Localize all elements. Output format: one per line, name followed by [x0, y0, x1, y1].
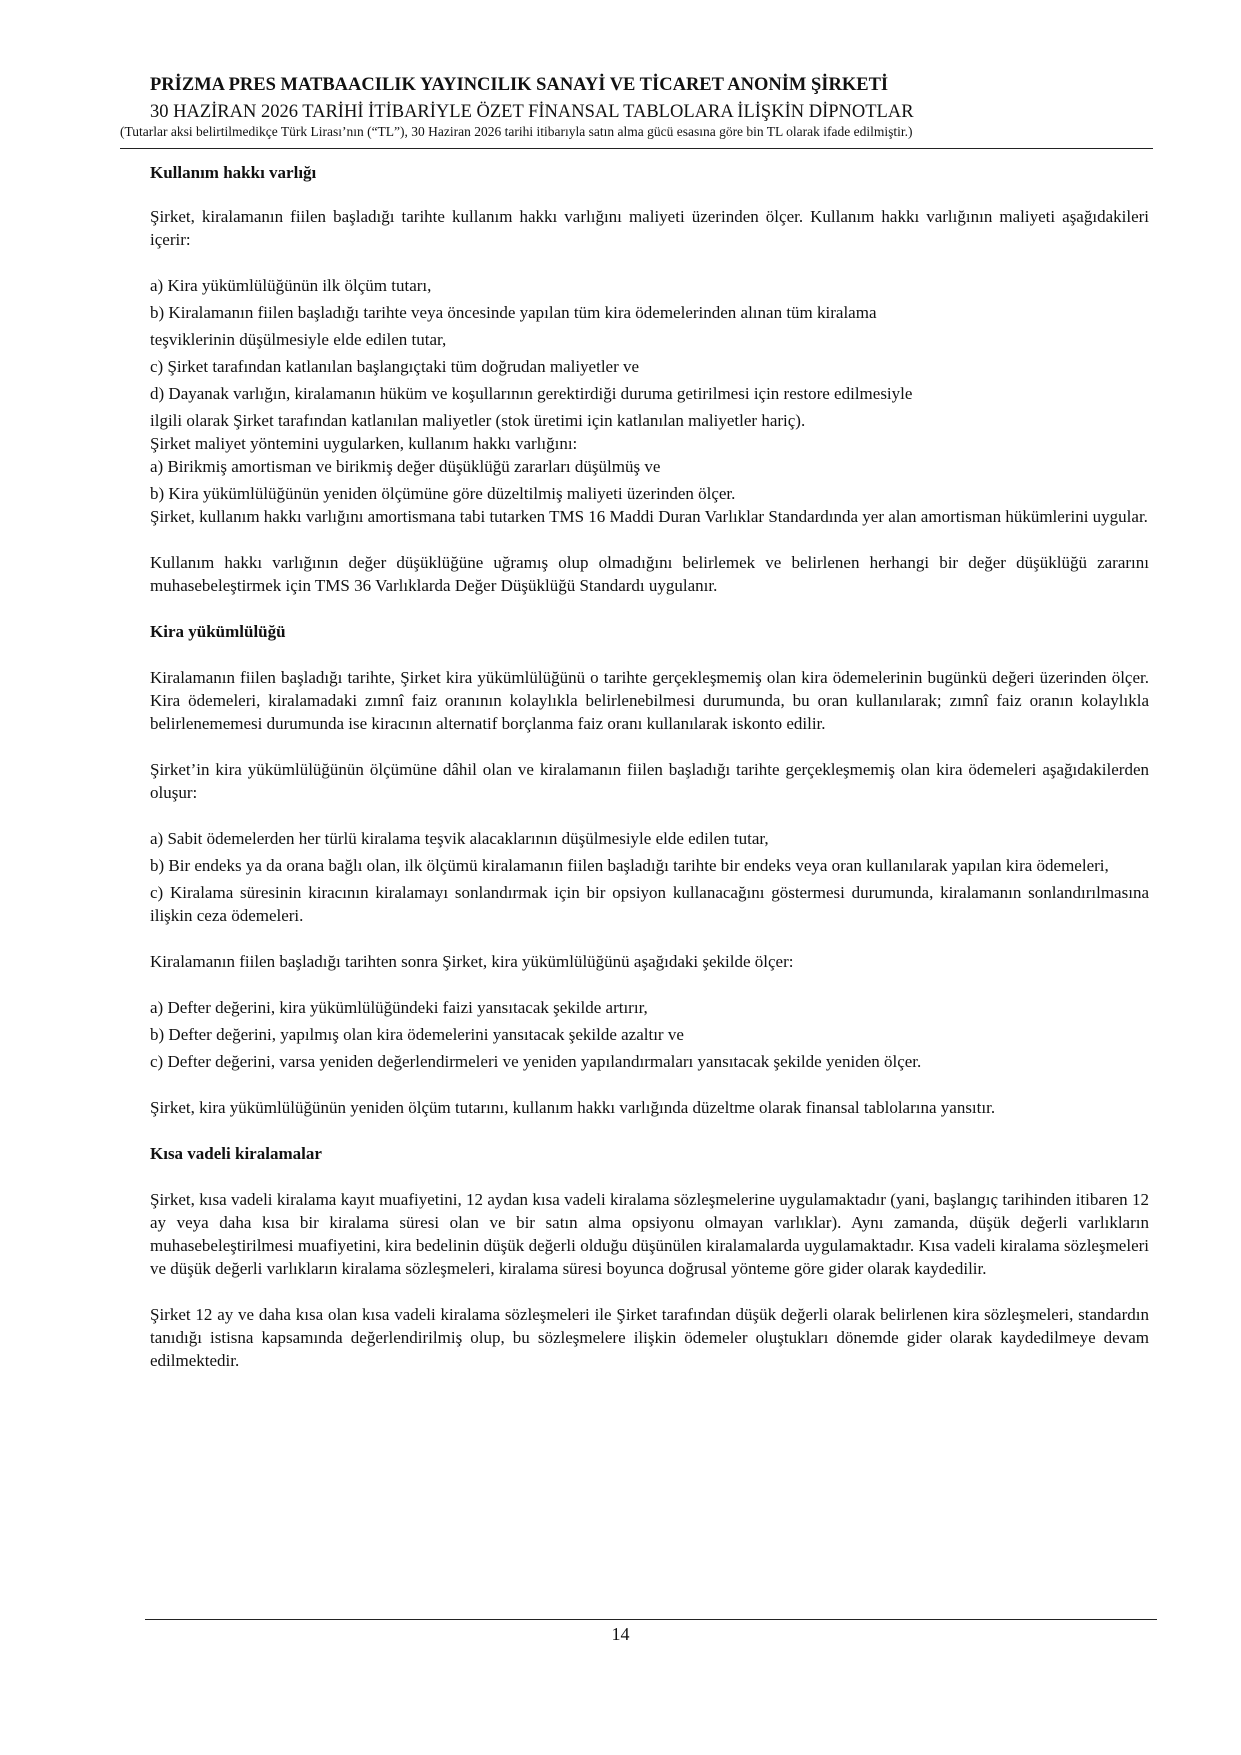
paragraph: Kiralamanın fiilen başladığı tarihte, Şirket kira yükümlülüğünü o tarihte gerçekleşmemiş olan kira ödemelerinin bugünkü değeri üzerinden ölçer. Kira ödemeleri, kiralamadaki zımnî faiz oranının kolaylıkla belirlenebilmesi durumunda, bu oran kullanılarak; zımnî faiz oranın kolaylıkla belirlenememesi durumunda ise kiracının alternatif borçlanma faiz oranı kullanılarak iskonto edilir. [150, 668, 1149, 733]
list-item: b) Bir endeks ya da orana bağlı olan, ilk ölçümü kiralamanın fiilen başladığı tarihte bir endeks veya oran kullanılarak yapılan kira ödemeleri, [150, 856, 1109, 875]
list-item: b) Defter değerini, yapılmış olan kira ödemelerini yansıtacak şekilde azaltır ve [150, 1025, 684, 1044]
document-page [120, 74, 1149, 1370]
list-item: ilgili olarak Şirket tarafından katlanılan maliyetler (stok üretimi için katlanılan maliyetler hariç). [150, 411, 806, 430]
paragraph: Şirket, kısa vadeli kiralama kayıt muafiyetini, 12 aydan kısa vadeli kiralama sözleşmelerine uygulamaktadır (yani, başlangıç tarihinden itibaren 12 ay veya daha kısa bir kiralama süresi olan ve bir satın alma opsiyonu olmayan varlıklar). Aynı zamanda, düşük değerli varlıkların muhasebeleştirilmesi muafiyetini, kira bedelinin düşük değerli olduğu düşünülen kiralamalarda uygulamaktadır. Kısa vadeli kiralama sözleşmeleri ve düşük değerli varlıkların kiralama sözleşmeleri, kiralama süresi boyunca doğrusal yönteme göre gider olarak kaydedilir. [150, 1190, 1149, 1278]
list-item: c) Kiralama süresinin kiracının kiralamayı sonlandırmak için bir opsiyon kullanacağını göstermesi durumunda, kiralamanın sonlandırılmasına ilişkin ceza ödemeleri. [150, 883, 1149, 925]
list-item: a) Birikmiş amortisman ve birikmiş değer düşüklüğü zararları düşülmüş ve [150, 457, 661, 476]
currency-note: (Tutarlar aksi belirtilmedikçe Türk Lirası’nın (“TL”), 30 Haziran 2026 tarihi itibarıyla satın alma gücü esasına göre bin TL olarak ifade edilmiştir.) [120, 124, 913, 139]
list-item: a) Kira yükümlülüğünün ilk ölçüm tutarı, [150, 276, 432, 295]
list-item: b) Kira yükümlülüğünün yeniden ölçümüne göre düzeltilmiş maliyeti üzerinden ölçer. [150, 484, 736, 503]
document-title: 30 HAZİRAN 2026 TARİHİ İTİBARİYLE ÖZET FİNANSAL TABLOLARA İLİŞKİN DİPNOTLAR [150, 102, 914, 122]
list-item: b) Kiralamanın fiilen başladığı tarihte veya öncesinde yapılan tüm kira ödemelerinden alınan tüm kiralama [150, 303, 877, 322]
paragraph: Şirket, kiralamanın fiilen başladığı tarihte kullanım hakkı varlığını maliyeti üzerinden ölçer. Kullanım hakkı varlığının maliyeti aşağıdakileri içerir: [150, 207, 1149, 249]
section-heading-short-term: Kısa vadeli kiralamalar [150, 1144, 322, 1163]
company-name: PRİZMA PRES MATBAACILIK YAYINCILIK SANAYİ VE TİCARET ANONİM ŞİRKETİ [150, 75, 889, 95]
list-item: a) Sabit ödemelerden her türlü kiralama teşvik alacaklarının düşülmesiyle elde edilen tutar, [150, 829, 769, 848]
footer-divider [145, 1619, 1157, 1620]
document-body [150, 161, 1149, 1372]
paragraph: Şirket maliyet yöntemini uygularken, kullanım hakkı varlığını: [150, 434, 578, 453]
paragraph: Şirket 12 ay ve daha kısa olan kısa vadeli kiralama sözleşmeleri ile Şirket tarafından düşük değerli olarak belirlenen kira sözleşmeleri, standardın tanıdığı istisna kapsamında değerlendirilmiş olup, bu sözleşmelere ilişkin ödemeler oluştukları dönemde gider olarak kaydedilmeye devam edilmektedir. [150, 1305, 1149, 1370]
list-item: c) Defter değerini, varsa yeniden değerlendirmeleri ve yeniden yapılandırmaları yansıtacak şekilde yeniden ölçer. [150, 1052, 922, 1071]
section-heading-lease-liability: Kira yükümlülüğü [150, 622, 286, 641]
list-item: teşviklerinin düşülmesiyle elde edilen tutar, [150, 330, 447, 349]
list-item: d) Dayanak varlığın, kiralamanın hüküm ve koşullarının gerektirdiği duruma getirilmesi için restore edilmesiyle [150, 384, 913, 403]
section-heading-usage-right: Kullanım hakkı varlığı [150, 163, 317, 182]
header-divider [120, 148, 1153, 149]
list-item: c) Şirket tarafından katlanılan başlangıçtaki tüm doğrudan maliyetler ve [150, 357, 640, 376]
paragraph: Şirket’in kira yükümlülüğünün ölçümüne dâhil olan ve kiralamanın fiilen başladığı tarihte gerçekleşmemiş olan kira ödemeleri aşağıdakilerden oluşur: [150, 760, 1149, 802]
paragraph: Şirket, kira yükümlülüğünün yeniden ölçüm tutarını, kullanım hakkı varlığında düzeltme olarak finansal tablolarına yansıtır. [150, 1098, 996, 1117]
page-number: 14 [611, 1624, 630, 1644]
paragraph: Şirket, kullanım hakkı varlığını amortismana tabi tutarken TMS 16 Maddi Duran Varlıklar Standardında yer alan amortisman hükümlerini uygular. [150, 507, 1148, 526]
paragraph: Kullanım hakkı varlığının değer düşüklüğüne uğramış olup olmadığını belirlemek ve belirlenen herhangi bir değer düşüklüğü zararını muhasebeleştirmek için TMS 36 Varlıklarda Değer Düşüklüğü Standardı uygulanır. [150, 553, 1149, 595]
list-item: a) Defter değerini, kira yükümlülüğündeki faizi yansıtacak şekilde artırır, [150, 998, 648, 1017]
paragraph: Kiralamanın fiilen başladığı tarihten sonra Şirket, kira yükümlülüğünü aşağıdaki şekilde ölçer: [150, 952, 794, 971]
